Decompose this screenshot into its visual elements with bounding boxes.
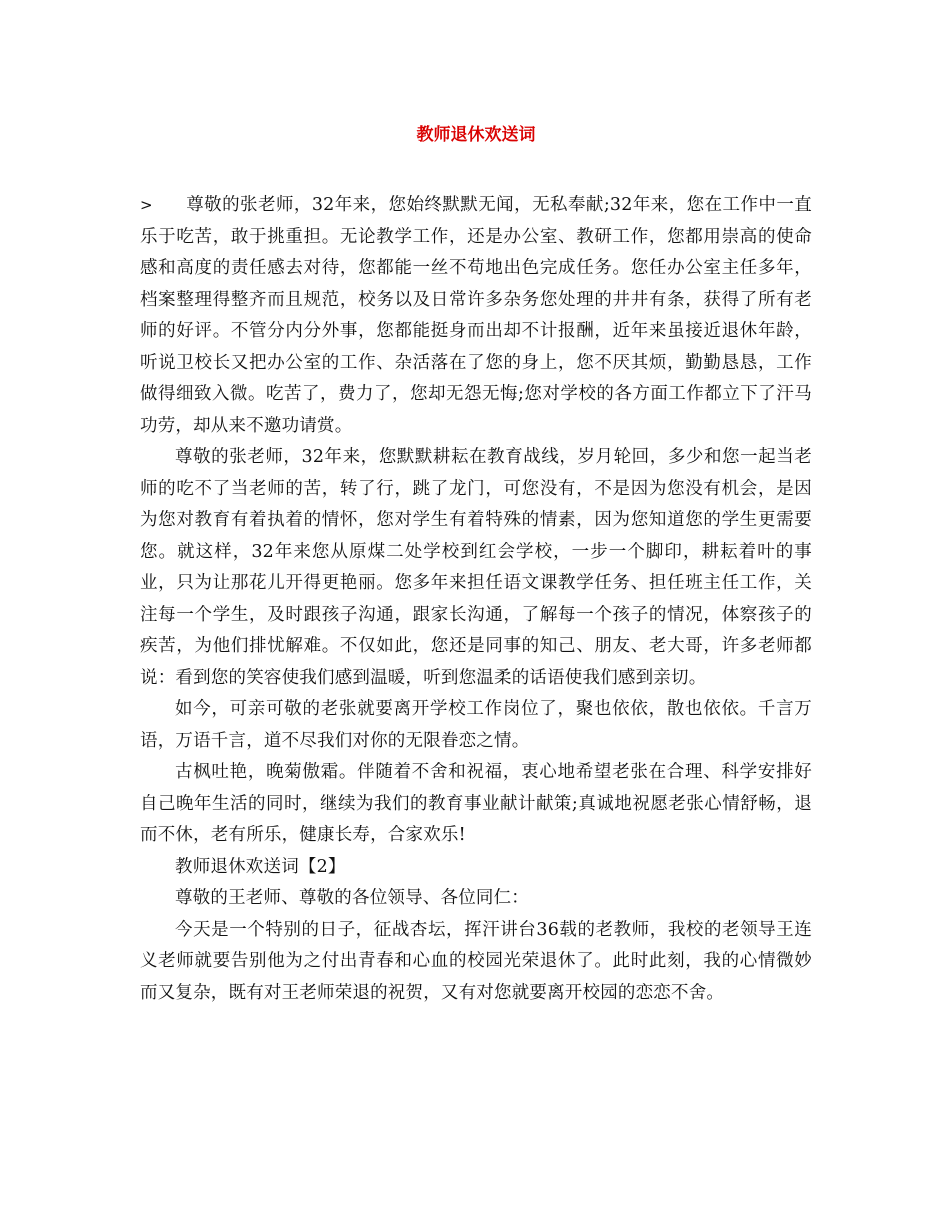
bullet-marker: > <box>140 196 153 214</box>
paragraph-1-text: 尊敬的张老师，32年来，您始终默默无闻，无私奉献;32年来，您在工作中一直乐于吃苦，敢于挑重担。无论教学工作，还是办公室、教研工作，您都用崇高的使命感和高度的责任感去对待，您都能一丝不苟地出色完成任务。您任办公室主任多年，档案整理得整齐而且规范，校务以及日常许多杂务您处理的井井有条，获得了所有老师的好评。不管分内分外事，您都能挺身而出却不计报酬，近年来虽接近退休年龄，听说卫校长又把办公室的工作、杂活落在了您的身上，您不厌其烦，勤勤恳恳，工作做得细致入微。吃苦了，费力了，您却无怨无悔;您对学校的各方面工作都立下了汗马功劳，却从来不邀功请赏。 <box>140 195 812 436</box>
document-body <box>140 190 812 1009</box>
section-heading-2: 教师退休欢送词【2】 <box>175 856 346 877</box>
document-page <box>140 0 812 1230</box>
paragraph-5: 今天是一个特别的日子，征战杏坛，挥汗讲台36载的老教师，我校的老领导王连义老师就要告别他为之付出青春和心血的校园光荣退休了。此时此刻，我的心情微妙而又复杂，既有对王老师荣退的祝贺，又有对您就要离开校园的恋恋不舍。 <box>140 919 812 1003</box>
document-title: 教师退休欢送词 <box>416 125 536 145</box>
paragraph-4: 古枫吐艳，晚菊傲霜。伴随着不舍和祝福，衷心地希望老张在合理、科学安排好自己晚年生活的同时，继续为我们的教育事业献计献策;真诚地祝愿老张心情舒畅，退而不休，老有所乐，健康长寿，合家欢乐! <box>140 762 812 845</box>
paragraph-1 <box>140 190 812 442</box>
paragraph-3: 如今，可亲可敬的老张就要离开学校工作岗位了，聚也依依，散也依依。千言万语，万语千言，道不尽我们对你的无限眷恋之情。 <box>140 699 812 751</box>
paragraph-2: 尊敬的张老师，32年来，您默默耕耘在教育战线，岁月轮回，多少和您一起当老师的吃不了当老师的苦，转了行，跳了龙门，可您没有，不是因为您没有机会，是因为您对教育有着执着的情怀，您对学生有着特殊的情素，因为您知道您的学生更需要您。就这样，32年来您从原煤二处学校到红会学校，一步一个脚印，耕耘着叶的事业，只为让那花儿开得更艳丽。您多年来担任语文课教学任务、担任班主任工作，关注每一个学生，及时跟孩子沟通，跟家长沟通，了解每一个孩子的情况，体察孩子的疾苦，为他们排忧解难。不仅如此，您还是同事的知己、朋友、老大哥，许多老师都说：看到您的笑容使我们感到温暖，听到您温柔的话语使我们感到亲切。 <box>140 447 812 688</box>
salutation: 尊敬的王老师、尊敬的各位领导、各位同仁： <box>175 888 529 908</box>
